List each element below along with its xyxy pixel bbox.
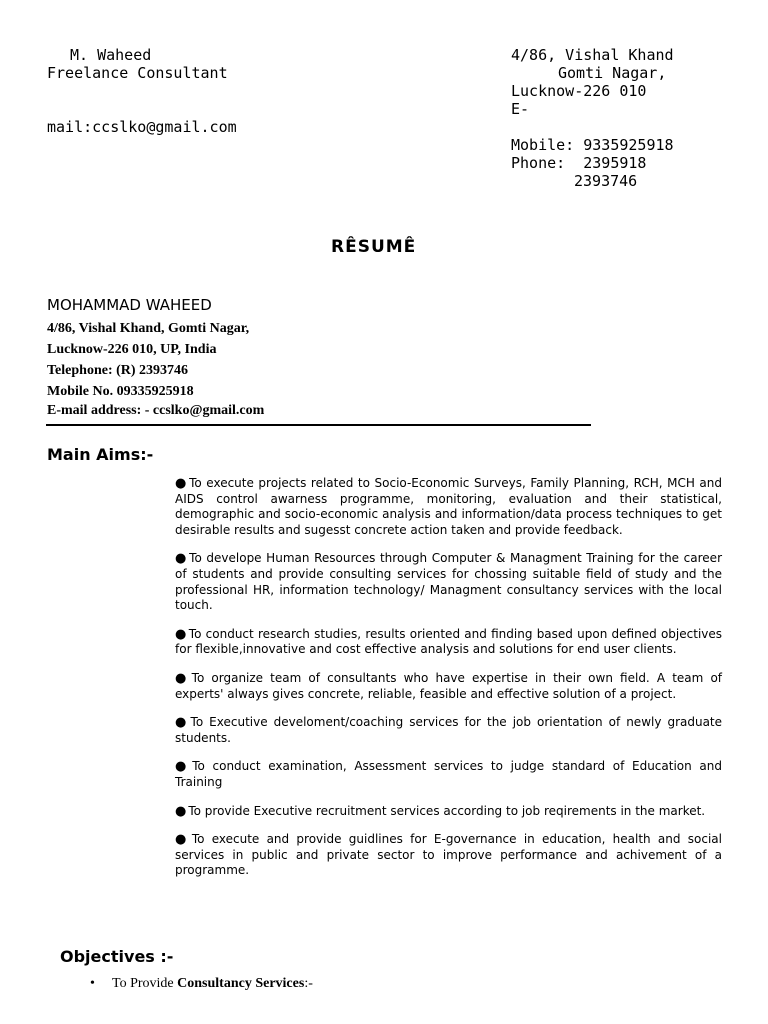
bullet-icon: ● [175, 759, 191, 775]
document-title: RÊSUMÊ [331, 237, 417, 257]
header-mobile: Mobile: 9335925918 [511, 136, 674, 154]
list-item: ● To conduct examination, Assessment services to judge standard of Education and Training [175, 759, 722, 789]
contact-address-1: 4/86, Vishal Khand, Gomti Nagar, [47, 321, 250, 336]
list-item: ● To provide Executive recruitment services according to job reqirements in the market. [175, 803, 706, 819]
header-phone: Phone: 2395918 [511, 154, 647, 172]
bullet-icon: ● [175, 715, 189, 731]
bullet-icon: ● [175, 476, 188, 491]
header-address-line4: E- [511, 100, 530, 118]
objectives-item [90, 976, 313, 992]
objectives-item-prefix: To Provide [112, 976, 178, 991]
header-phone-2: 2393746 [574, 172, 638, 190]
contact-mobile: Mobile No. 09335925918 [47, 384, 194, 399]
header-address-line1: 4/86, Vishal Khand [511, 46, 674, 64]
list-item: ● To conduct research studies, results oriented and finding based upon defined objectives for flexible,innovative and cost effective analysis and solutions for end user clients. [175, 626, 723, 657]
list-item: ● To execute and provide guidlines for E-governance in education, health and social services in public and private sector to improve performance and achivement of a programme. [175, 832, 722, 878]
main-aims-heading: Main Aims:- [47, 445, 154, 464]
header-address-line3: Lucknow-226 010 [511, 82, 647, 100]
contact-email: E-mail address: - ccslko@gmail.com [47, 403, 265, 418]
bullet-icon: ● [175, 551, 188, 567]
header-name: M. Waheed [70, 46, 152, 64]
list-item: ● To Executive develoment/coaching services for the job orientation of newly graduate students. [175, 715, 723, 745]
contact-address-2: Lucknow-226 010, UP, India [47, 342, 217, 357]
bullet-icon: ● [175, 626, 187, 642]
bullet-icon: ● [175, 670, 190, 686]
full-name: MOHAMMAD WAHEED [47, 296, 212, 314]
header-email: mail:ccslko@gmail.com [47, 118, 237, 136]
list-item: ● To organize team of consultants who have expertise in their own field. A team of experts' always gives concrete, reliable, feasible and effective solution of a project. [175, 670, 723, 701]
main-aims-list [175, 476, 722, 892]
bullet-icon: ● [175, 803, 187, 819]
objectives-item-suffix: :- [304, 976, 313, 991]
bullet-icon: • [90, 976, 95, 991]
list-item: ● To develope Human Resources through Computer & Managment Training for the career of students and provide consulting services for chossing suitable field of study and the professional HR, information technology/ Managment consultancy services with the local touch. [175, 551, 722, 613]
bullet-icon: ● [175, 832, 190, 848]
header-role: Freelance Consultant [47, 64, 228, 82]
objectives-heading: Objectives :- [60, 947, 174, 966]
list-item: ● To execute projects related to Socio-Economic Surveys, Family Planning, RCH, MCH and AIDS control awarness programme, monitoring, evaluation and their statistical, demographic and socio-economic analysis and information/data process techniques to get desirable results and sugesst concrete action taken and provide feedback. [175, 476, 722, 537]
section-divider [46, 424, 591, 426]
header-address-line2: Gomti Nagar, [558, 64, 667, 82]
objectives-item-bold: Consultancy Services [177, 976, 305, 991]
contact-telephone: Telephone: (R) 2393746 [47, 363, 189, 378]
